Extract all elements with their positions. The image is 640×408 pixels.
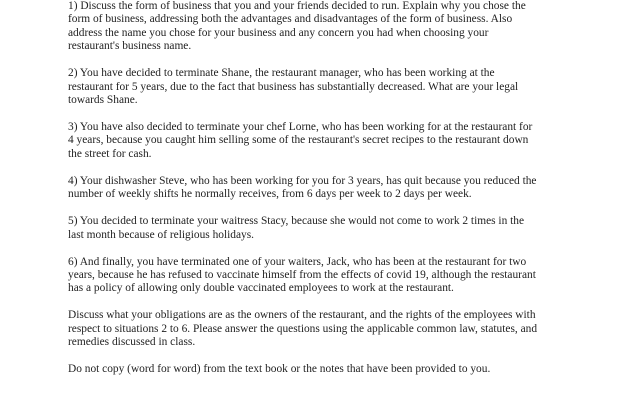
question-3-paragraph	[68, 121, 634, 161]
text-line: years, because he has refused to vaccinate himself from the effects of covid 19, although the restaurant	[68, 269, 536, 282]
assignment-document	[68, 0, 634, 390]
text-line: 1) Discuss the form of business that you and your friends decided to run. Explain why you chose the	[68, 0, 526, 12]
text-line: 5) You decided to terminate your waitress Stacy, because she would not come to work 2 times in the	[68, 215, 525, 228]
text-line: towards Shane.	[68, 94, 138, 107]
text-line: Discuss what your obligations are as the owners of the restaurant, and the rights of the employees with	[68, 309, 536, 322]
text-line: respect to situations 2 to 6. Please answer the questions using the applicable common law, statutes, and	[68, 322, 538, 335]
text-line: restaurant for 5 years, due to the fact that business has substantially decreased. What are your legal	[68, 80, 519, 93]
text-line: 6) And finally, you have terminated one of your waiters, Jack, who has been at the restaurant for two	[68, 255, 527, 268]
text-line: 2) You have decided to terminate Shane, the restaurant manager, who has been working at the	[68, 67, 495, 80]
question-1-paragraph	[68, 0, 634, 54]
question-5-paragraph	[68, 215, 634, 242]
text-line: 4) Your dishwasher Steve, who has been working for you for 3 years, has quit because you reduced the	[68, 174, 537, 187]
question-6-paragraph	[68, 256, 634, 296]
text-line: restaurant's business name.	[68, 40, 192, 53]
question-4-paragraph	[68, 175, 634, 202]
text-line: Do not copy (word for word) from the text book or the notes that have been provided to you.	[68, 363, 491, 376]
text-line: 4 years, because you caught him selling some of the restaurant's secret recipes to the restaurant down	[68, 134, 529, 147]
plagiarism-note-paragraph	[68, 363, 634, 376]
text-line: remedies discussed in class.	[68, 336, 196, 349]
text-line: the street for cash.	[68, 147, 152, 160]
instructions-paragraph	[68, 309, 634, 349]
text-line: form of business, addressing both the advantages and disadvantages of the form of business. Also	[68, 13, 513, 26]
text-line: 3) You have also decided to terminate your chef Lorne, who has been working for at the restaurant for	[68, 121, 533, 134]
text-line: last month because of religious holidays.	[68, 228, 255, 241]
text-line: has a policy of allowing only double vaccinated employees to work at the restaurant.	[68, 282, 454, 295]
question-2-paragraph	[68, 67, 634, 107]
text-line: address the name you chose for your business and any concern you had when choosing your	[68, 26, 489, 39]
text-line: number of weekly shifts he normally receives, from 6 days per week to 2 days per week.	[68, 188, 472, 201]
